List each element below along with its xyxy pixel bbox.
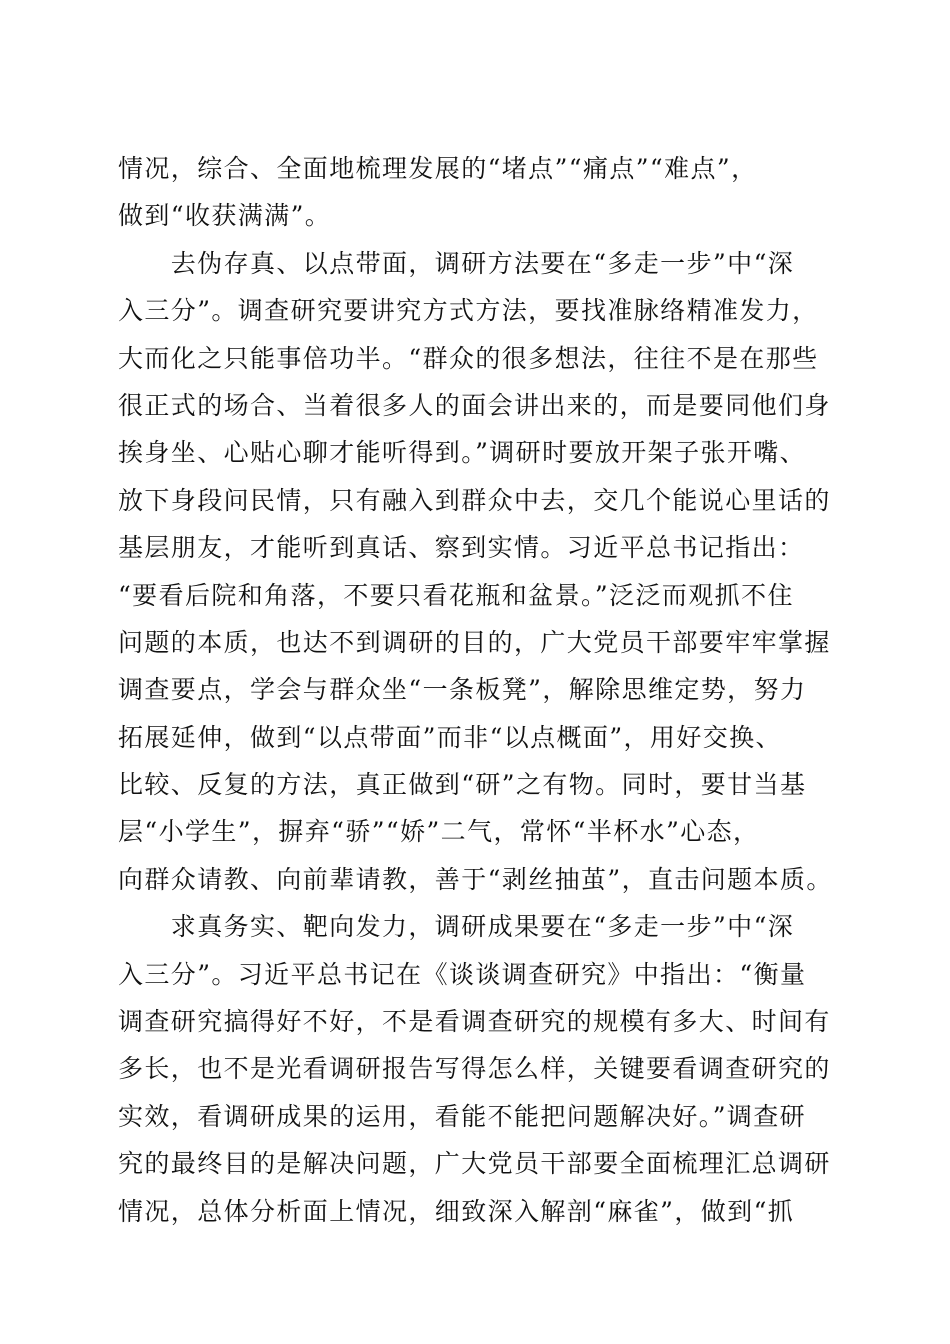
text-line-14: 比较、反复的方法，真正做到“研”之有物。同时，要甘当基: [118, 770, 807, 800]
text-line-16: 向群众请教、向前辈请教，善于“剥丝抽茧”，直击问题本质。: [118, 864, 833, 894]
text-line-12: 调查要点，学会与群众坐“一条板凳”，解除思维定势，努力: [118, 675, 807, 705]
text-line-23: 情况，总体分析面上情况，细致深入解剖“麻雀”，做到“抓: [118, 1196, 795, 1226]
text-line-8: 放下身段问民情，只有融入到群众中去，交几个能说心里话的: [118, 485, 831, 515]
text-line-21: 实效，看调研成果的运用，看能不能把问题解决好。”调查研: [118, 1101, 807, 1131]
text-line-11: 问题的本质，也达不到调研的目的，广大党员干部要牢牢掌握: [118, 627, 831, 657]
text-line-1: 情况，综合、全面地梳理发展的“堵点”“痛点”“难点”，: [118, 154, 758, 183]
text-line-20: 多长，也不是光看调研报告写得怎么样，关键要看调查研究的: [118, 1054, 831, 1084]
article-body: [118, 145, 833, 1235]
text-line-19: 调查研究搞得好不好，不是看调查研究的规模有多大、时间有: [118, 1007, 831, 1037]
paragraph-start-line-3: 去伪存真、以点带面，调研方法要在“多走一步”中“深: [118, 248, 795, 278]
text-line-18: 入三分”。习近平总书记在《谈谈调查研究》中指出：“衡量: [118, 959, 807, 989]
text-line-13: 拓展延伸，做到“以点带面”而非“以点概面”，用好交换、: [118, 722, 782, 752]
text-line-10: “要看后院和角落，不要只看花瓶和盆景。”泛泛而观抓不住: [118, 580, 794, 610]
text-line-7: 挨身坐、心贴心聊才能听得到。”调研时要放开架子张开嘴、: [118, 438, 807, 468]
text-line-9: 基层朋友，才能听到真话、察到实情。习近平总书记指出：: [118, 533, 805, 563]
text-line-4: 入三分”。调查研究要讲究方式方法，要找准脉络精准发力，: [118, 296, 819, 326]
text-line-5: 大而化之只能事倍功半。“群众的很多想法，往往不是在那些: [118, 343, 819, 373]
text-line-6: 很正式的场合、当着很多人的面会讲出来的，而是要同他们身: [118, 390, 831, 420]
text-line-22: 究的最终目的是解决问题，广大党员干部要全面梳理汇总调研: [118, 1149, 831, 1179]
text-line-15: 层“小学生”，摒弃“骄”“娇”二气，常怀“半杯水”心态，: [118, 817, 760, 847]
text-line-2: 做到“收获满满”。: [118, 201, 332, 231]
paragraph-start-line-17: 求真务实、靶向发力，调研成果要在“多走一步”中“深: [118, 912, 795, 942]
